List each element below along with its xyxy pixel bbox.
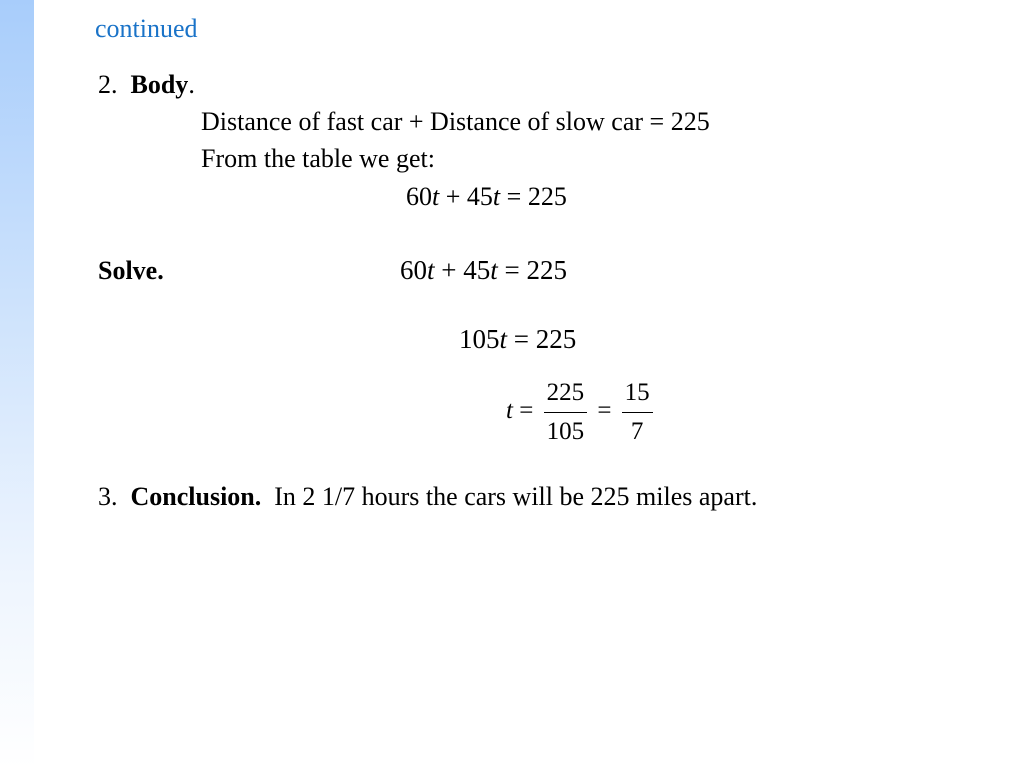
fraction-225-105: $\frac{225}{105}$ [544,376,588,449]
continued-label: continued [95,14,198,43]
body-equation: 60t + 45t = 225 [406,182,567,211]
conclusion-text: In 2 1/7 hours the cars will be 225 miles apart. [274,482,758,511]
body-line-table: From the table we get: [201,144,435,173]
fraction-15-7: $\frac{15}{7}$ [622,376,653,449]
conclusion-title: Conclusion. [130,482,262,511]
solve-step-3: t = $\frac{225}{105}$ = $\frac{15}{7}$ [506,376,657,449]
body-title: Body [130,70,189,99]
solve-step-2: 105t = 225 [459,324,577,354]
conclusion-line [98,482,757,512]
body-title-punct: . [188,70,195,99]
solve-step-1: 60t + 45t = 225 [400,255,567,285]
left-gradient-bar [0,0,34,768]
body-heading [98,70,195,100]
conclusion-number: 3. [98,482,118,511]
solve-label: Solve. [98,256,164,285]
body-number: 2. [98,70,118,99]
body-line-distance: Distance of fast car + Distance of slow car = 225 [201,107,710,136]
